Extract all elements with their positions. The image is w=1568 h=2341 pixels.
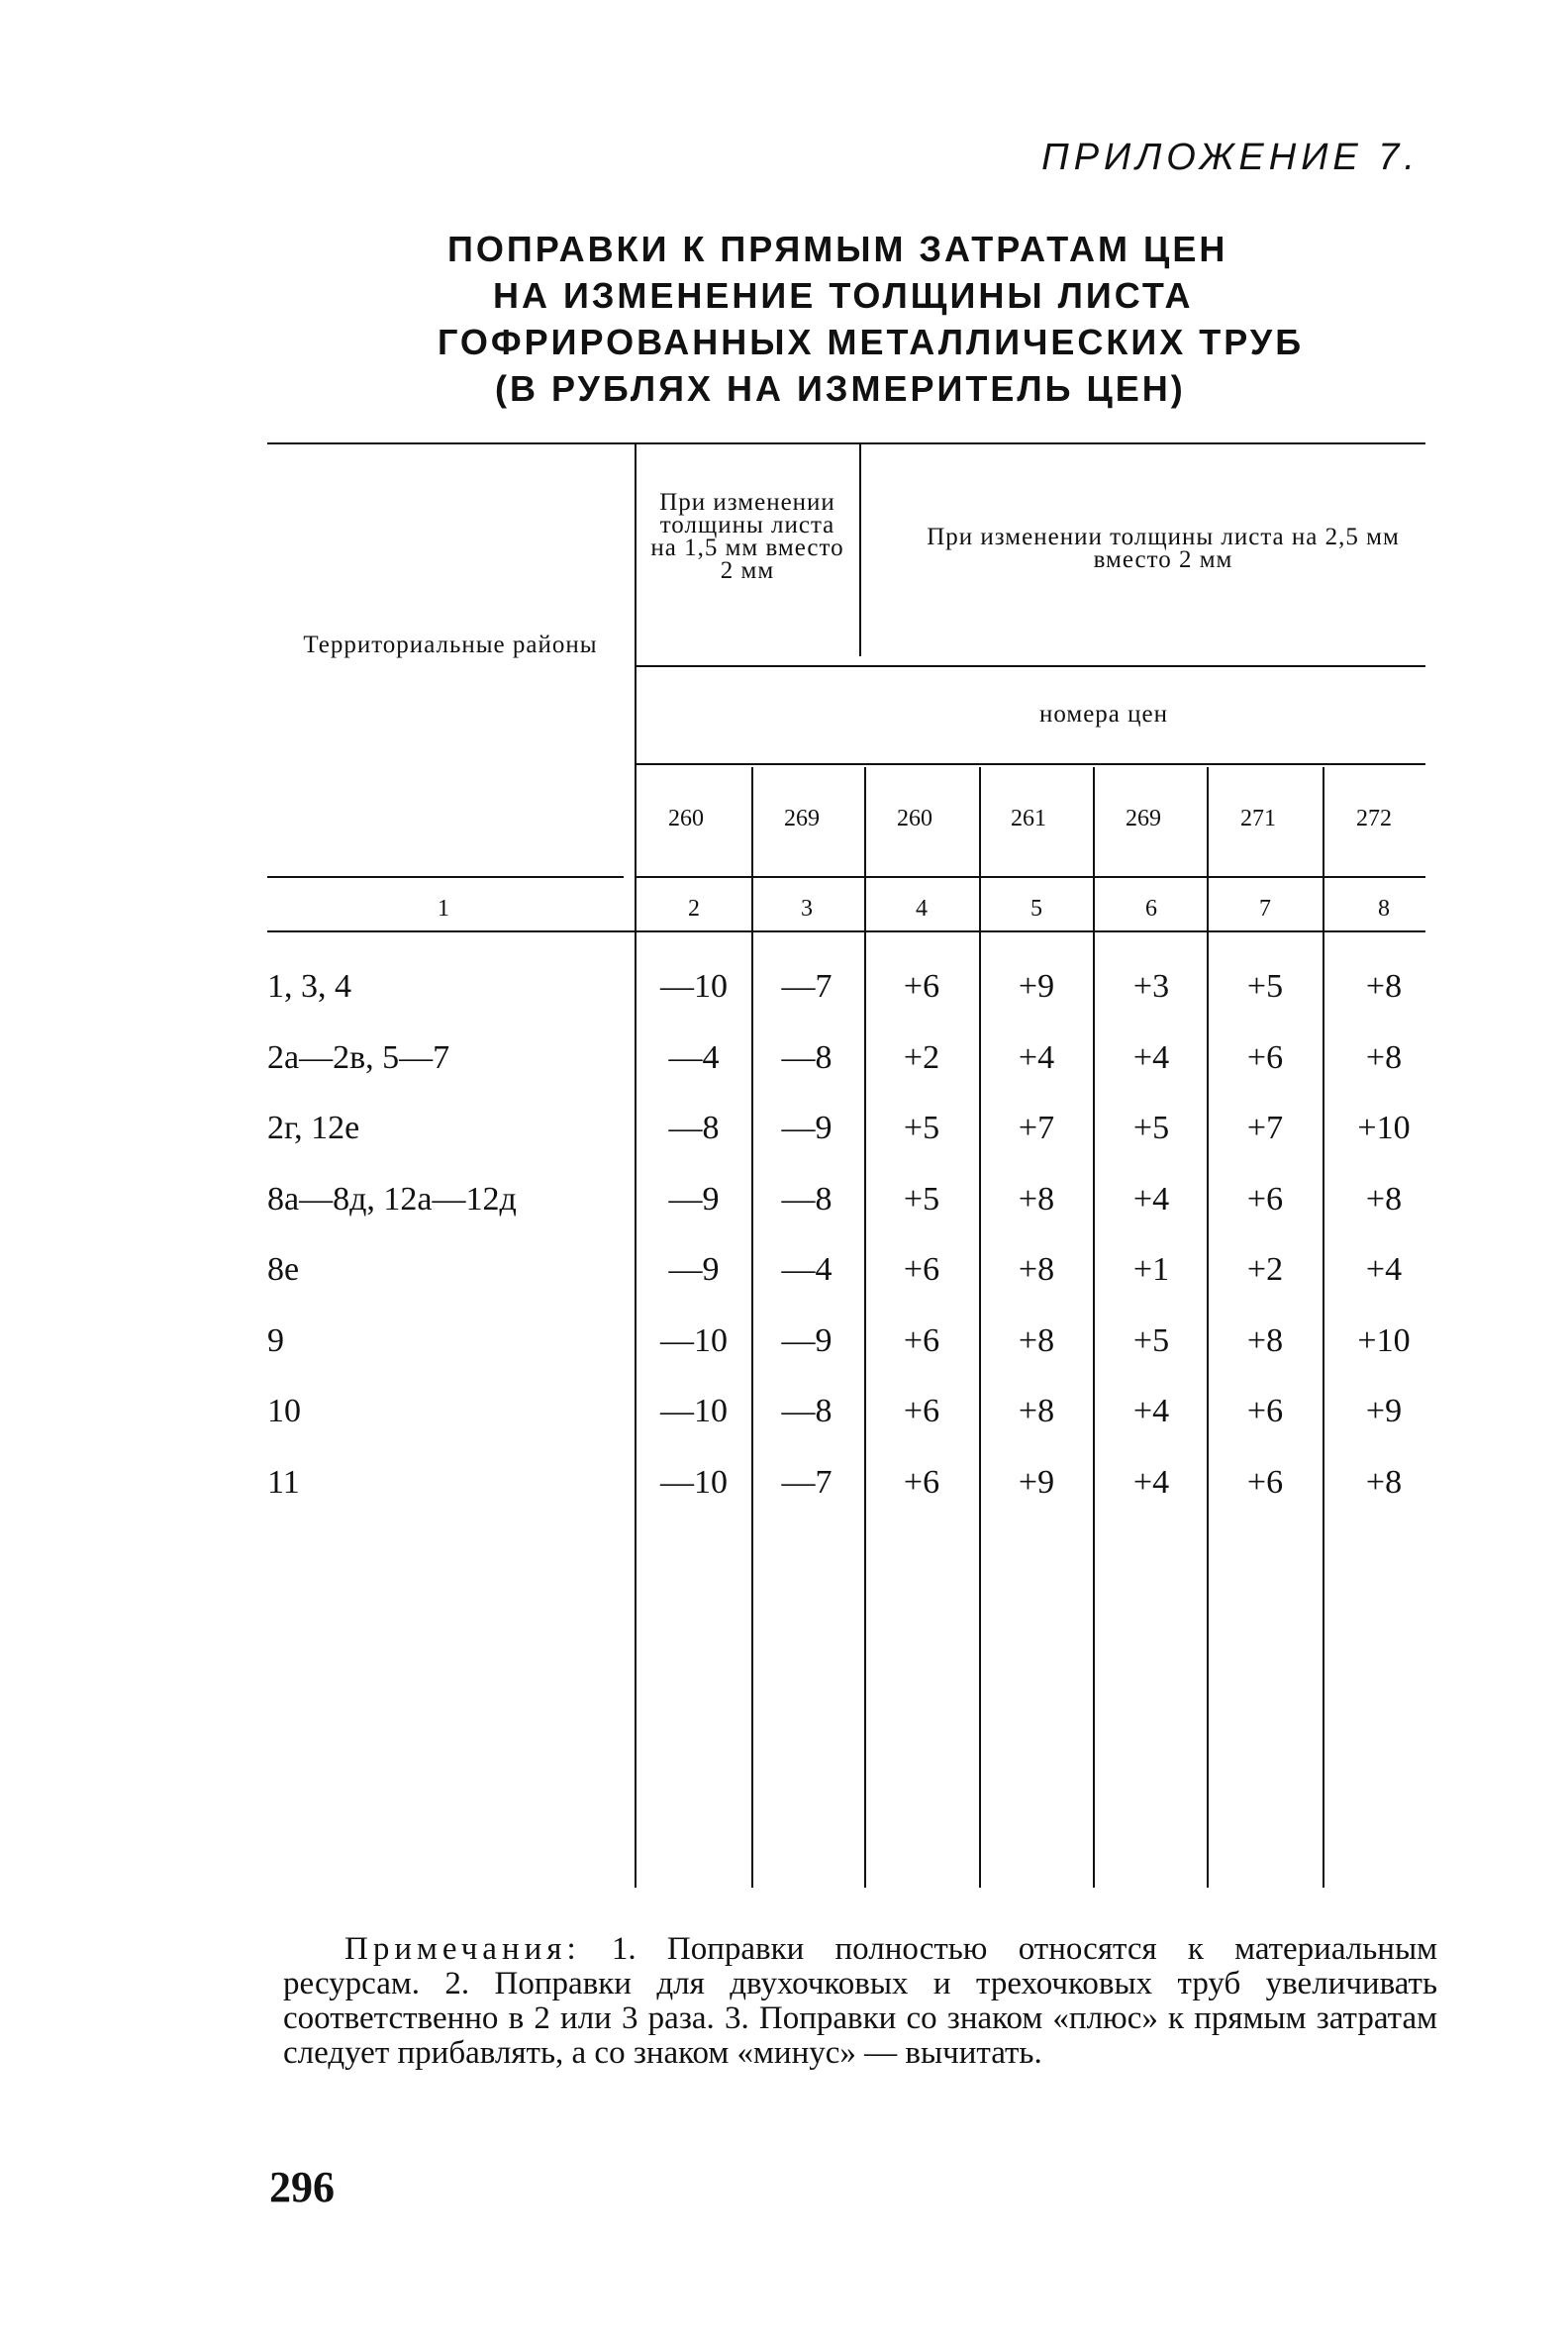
value-cell: +5 [903,1181,940,1218]
price-number-col-4: 260 [897,806,932,831]
value-cell: +8 [1018,1322,1055,1359]
header-regions: Территориальные районы [303,632,598,658]
column-index-5: 5 [1030,896,1042,922]
value-cell: —9 [781,1110,833,1146]
value-cell: +6 [903,1251,940,1288]
column-index-2: 2 [688,896,700,922]
value-cell: +4 [1018,1039,1055,1076]
price-number-col-3: 269 [784,806,820,831]
group-divider [859,442,861,656]
price-numbers-rule [637,763,1425,765]
price-number-col-5: 261 [1011,806,1046,831]
col-divider-7-8 [1323,767,1324,1888]
region-label: 10 [267,1393,301,1429]
value-cell: +8 [1365,1181,1403,1218]
value-cell: —8 [781,1039,833,1076]
group-header-rule [637,665,1425,667]
price-number-col-8: 272 [1356,806,1392,831]
title-line-4: (В РУБЛЯХ НА ИЗМЕРИТЕЛЬ ЦЕН) [495,368,1186,409]
price-number-col-2: 260 [668,806,704,831]
page-number: 296 [269,2163,335,2211]
value-cell: +10 [1357,1322,1411,1359]
value-cell: +6 [1246,1464,1284,1501]
header-bottom-rule-left [267,876,624,878]
index-row-rule [267,930,1425,932]
value-cell: +6 [1246,1181,1284,1218]
value-cell: —9 [668,1181,720,1218]
column-index-6: 6 [1145,896,1157,922]
col-divider-6-7 [1207,767,1209,1888]
appendix-label: ПРИЛОЖЕНИЕ 7. [1041,137,1420,178]
value-cell: +5 [903,1110,940,1146]
regions-divider [635,442,637,1888]
column-index-4: 4 [916,896,928,922]
value-cell: +8 [1246,1322,1284,1359]
value-cell: +4 [1132,1393,1170,1429]
value-cell: —7 [781,968,833,1005]
value-cell: +8 [1365,1039,1403,1076]
value-cell: +6 [903,1322,940,1359]
header-price-numbers: номера цен [1038,701,1169,728]
value-cell: +8 [1365,1464,1403,1501]
header-thickness-2-5: При изменении толщины листа на 2,5 мм вместо 2 мм [927,524,1400,573]
value-cell: +5 [1132,1110,1170,1146]
price-number-col-6: 269 [1126,806,1161,831]
region-label: 9 [267,1322,284,1359]
value-cell: —9 [781,1322,833,1359]
value-cell: +9 [1018,968,1055,1005]
header-thickness-1-5: При изменении толщины листа на 1,5 мм вместо 2 мм [650,489,844,584]
value-cell: —8 [781,1393,833,1429]
title-line-1: ПОПРАВКИ К ПРЯМЫМ ЗАТРАТАМ ЦЕН [447,229,1228,269]
value-cell: +6 [1246,1393,1284,1429]
value-cell: —7 [781,1464,833,1501]
value-cell: +10 [1357,1110,1411,1146]
value-cell: —8 [781,1181,833,1218]
region-label: 1, 3, 4 [267,968,351,1005]
value-cell: —4 [781,1251,833,1288]
header-bottom-rule-right [637,876,1425,878]
column-index-3: 3 [801,896,813,922]
value-cell: +7 [1246,1110,1284,1146]
price-number-col-7: 271 [1240,806,1276,831]
value-cell: —10 [660,1393,728,1429]
value-cell: +6 [903,968,940,1005]
value-cell: +1 [1132,1251,1170,1288]
value-cell: —4 [668,1039,720,1076]
region-label: 8е [267,1251,300,1288]
value-cell: +6 [1246,1039,1284,1076]
title-line-2: НА ИЗМЕНЕНИЕ ТОЛЩИНЫ ЛИСТА [493,275,1194,316]
value-cell: +4 [1132,1039,1170,1076]
notes-heading: Примечания: [344,1931,581,1967]
region-label: 11 [267,1464,300,1501]
notes-paragraph [283,1932,1437,2071]
value-cell: —10 [660,1322,728,1359]
value-cell: +2 [903,1039,940,1076]
title-line-3: ГОФРИРОВАННЫХ МЕТАЛЛИЧЕСКИХ ТРУБ [438,322,1305,362]
region-label: 2а—2в, 5—7 [267,1039,450,1076]
notes-text: 1. Поправки полностью относятся к материальным ресурсам. 2. Поправки для двухочковых и трехочковых труб увеличивать соответственно в 2 или 3 раза. 3. Поправки со знаком «плюс» к прямым затратам следует прибавлять, а со знаком «минус» — вычитать. [283,1931,1438,2071]
value-cell: +8 [1365,968,1403,1005]
value-cell: +6 [903,1393,940,1429]
value-cell: +4 [1132,1464,1170,1501]
value-cell: +8 [1018,1393,1055,1429]
value-cell: +4 [1132,1181,1170,1218]
table-top-rule [267,442,1425,444]
col-divider-5-6 [1093,767,1095,1888]
value-cell: +9 [1365,1393,1403,1429]
region-label: 8а—8д, 12а—12д [267,1181,517,1218]
value-cell: +6 [903,1464,940,1501]
column-index-7: 7 [1259,896,1271,922]
value-cell: +2 [1246,1251,1284,1288]
value-cell: —8 [668,1110,720,1146]
value-cell: +4 [1365,1251,1403,1288]
value-cell: +9 [1018,1464,1055,1501]
value-cell: +5 [1246,968,1284,1005]
value-cell: —9 [668,1251,720,1288]
column-index-1: 1 [438,896,449,922]
value-cell: —10 [660,1464,728,1501]
region-label: 2г, 12е [267,1110,360,1146]
value-cell: —10 [660,968,728,1005]
value-cell: +7 [1018,1110,1055,1146]
column-index-8: 8 [1378,896,1390,922]
value-cell: +5 [1132,1322,1170,1359]
value-cell: +3 [1132,968,1170,1005]
value-cell: +8 [1018,1251,1055,1288]
value-cell: +8 [1018,1181,1055,1218]
